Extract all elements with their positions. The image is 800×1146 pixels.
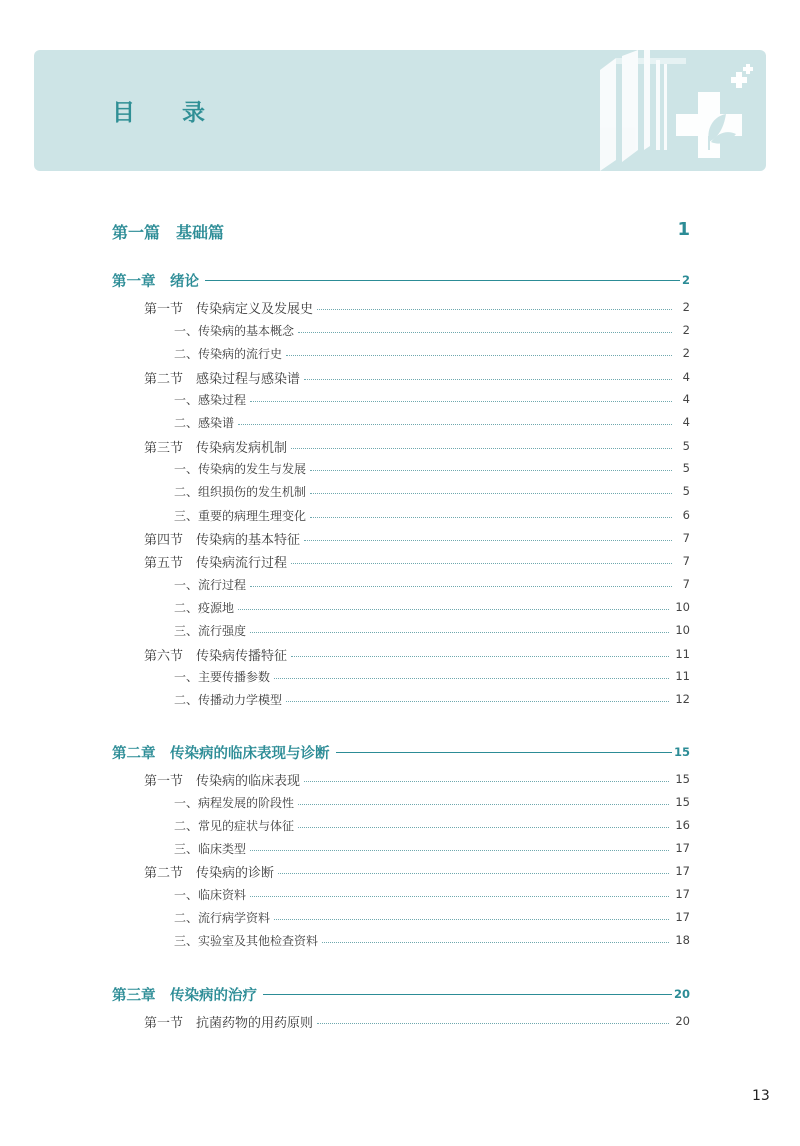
entry-title: 二、流行病学资料 [174, 910, 271, 925]
toc-item[interactable] [174, 413, 690, 431]
entry-page: 5 [682, 461, 690, 475]
entry-title: 第一节 传染病定义及发展史 [144, 301, 314, 317]
dot-leader [278, 873, 669, 874]
dot-leader [298, 804, 669, 805]
entry-title: 一、病程发展的阶段性 [174, 795, 295, 810]
toc-section[interactable] [144, 770, 690, 788]
entry-page: 15 [675, 772, 690, 786]
chapter-heading[interactable] [112, 742, 690, 762]
entry-title: 第一节 传染病的临床表现 [144, 773, 301, 789]
entry-page: 11 [675, 669, 690, 683]
toc-item[interactable] [174, 482, 690, 500]
toc-item[interactable] [174, 839, 690, 857]
dot-leader [310, 493, 672, 494]
dot-leader [304, 781, 669, 782]
entry-page: 2 [682, 323, 690, 337]
entry-page: 6 [682, 508, 690, 522]
chapter-heading[interactable] [112, 270, 690, 290]
dot-leader [298, 332, 672, 333]
dot-leader [238, 609, 669, 610]
entry-page: 4 [682, 415, 690, 429]
part-page: 1 [677, 219, 690, 240]
dot-leader [291, 656, 669, 657]
dot-leader [298, 827, 669, 828]
toc-section[interactable] [144, 1012, 690, 1030]
entry-title: 第二节 传染病的诊断 [144, 865, 275, 881]
entry-title: 二、常见的症状与体征 [174, 818, 295, 833]
entry-page: 10 [675, 600, 690, 614]
entry-title: 第一节 抗菌药物的用药原则 [144, 1015, 314, 1031]
dot-leader [322, 942, 669, 943]
entry-page: 17 [675, 864, 690, 878]
dot-leader [274, 678, 669, 679]
dot-leader [286, 355, 672, 356]
entry-title: 第四节 传染病的基本特征 [144, 532, 301, 548]
entry-page: 15 [675, 795, 690, 809]
toc-item[interactable] [174, 621, 690, 639]
title-banner [34, 50, 766, 171]
entry-title: 第六节 传染病传播特征 [144, 648, 288, 664]
dot-leader [238, 424, 672, 425]
entry-title: 第三节 传染病发病机制 [144, 440, 288, 456]
entry-page: 12 [675, 692, 690, 706]
entry-page: 7 [682, 554, 690, 568]
toc-section[interactable] [144, 529, 690, 547]
dot-leader [317, 1023, 669, 1024]
entry-title: 一、传染病的发生与发展 [174, 461, 307, 476]
entry-page: 5 [682, 439, 690, 453]
toc-item[interactable] [174, 390, 690, 408]
entry-title: 三、流行强度 [174, 623, 247, 638]
entry-title: 一、临床资料 [174, 887, 247, 902]
toc-section[interactable] [144, 298, 690, 316]
toc-section[interactable] [144, 862, 690, 880]
entry-page: 10 [675, 623, 690, 637]
entry-page: 17 [675, 887, 690, 901]
chapter-label: 第二章 传染病的临床表现与诊断 [112, 745, 330, 762]
toc-item[interactable] [174, 816, 690, 834]
entry-title: 一、感染过程 [174, 392, 247, 407]
entry-title: 三、重要的病理生理变化 [174, 508, 307, 523]
page-number: 13 [752, 1088, 770, 1104]
entry-page: 4 [682, 370, 690, 384]
entry-page: 16 [675, 818, 690, 832]
entry-title: 二、传染病的流行史 [174, 346, 283, 361]
toc-item[interactable] [174, 344, 690, 362]
entry-page: 2 [682, 300, 690, 314]
entry-page: 4 [682, 392, 690, 406]
entry-page: 7 [682, 531, 690, 545]
chapter-page: 20 [673, 987, 690, 1001]
toc-item[interactable] [174, 667, 690, 685]
toc-item[interactable] [174, 459, 690, 477]
medical-book-cross-icon [586, 50, 766, 171]
toc-section[interactable] [144, 552, 690, 570]
toc-item[interactable] [174, 690, 690, 708]
entry-page: 18 [675, 933, 690, 947]
dot-leader [310, 470, 672, 471]
toc-item[interactable] [174, 598, 690, 616]
entry-title: 三、临床类型 [174, 841, 247, 856]
entry-title: 二、组织损伤的发生机制 [174, 484, 307, 499]
chapter-page: 15 [673, 745, 690, 759]
dot-leader [317, 309, 672, 310]
entry-page: 11 [675, 647, 690, 661]
toc-item[interactable] [174, 506, 690, 524]
dot-leader [250, 896, 669, 897]
dot-leader [274, 919, 669, 920]
toc-item[interactable] [174, 931, 690, 949]
chapter-heading[interactable] [112, 984, 690, 1004]
dot-leader [250, 401, 672, 402]
entry-page: 17 [675, 841, 690, 855]
entry-page: 17 [675, 910, 690, 924]
entry-title: 第五节 传染病流行过程 [144, 555, 288, 571]
chapter-rule [263, 994, 672, 995]
entry-page: 20 [675, 1014, 690, 1028]
page-title: 目 录 [112, 100, 217, 126]
entry-page: 7 [682, 577, 690, 591]
dot-leader [250, 586, 672, 587]
dot-leader [310, 517, 672, 518]
toc-section[interactable] [144, 368, 690, 386]
entry-title: 二、传播动力学模型 [174, 692, 283, 707]
dot-leader [291, 448, 672, 449]
dot-leader [304, 379, 672, 380]
toc-item[interactable] [174, 321, 690, 339]
toc-item[interactable] [174, 793, 690, 811]
chapter-rule [205, 280, 680, 281]
entry-title: 一、流行过程 [174, 577, 247, 592]
dot-leader [286, 701, 669, 702]
toc-section[interactable] [144, 437, 690, 455]
chapter-rule [336, 752, 672, 753]
dot-leader [250, 632, 669, 633]
entry-title: 一、传染病的基本概念 [174, 323, 295, 338]
dot-leader [250, 850, 669, 851]
entry-title: 一、主要传播参数 [174, 669, 271, 684]
dot-leader [304, 540, 672, 541]
toc-section[interactable] [144, 645, 690, 663]
part-label: 第一篇 基础篇 [112, 223, 225, 242]
toc-item[interactable] [174, 575, 690, 593]
toc-item[interactable] [174, 885, 690, 903]
chapter-label: 第一章 绪论 [112, 273, 199, 290]
toc-item[interactable] [174, 908, 690, 926]
part-heading[interactable] [112, 220, 690, 242]
entry-title: 三、实验室及其他检查资料 [174, 933, 319, 948]
entry-title: 二、感染谱 [174, 415, 235, 430]
chapter-page: 2 [681, 273, 690, 287]
entry-page: 2 [682, 346, 690, 360]
entry-title: 二、疫源地 [174, 600, 235, 615]
chapter-label: 第三章 传染病的治疗 [112, 987, 257, 1004]
dot-leader [291, 563, 672, 564]
entry-title: 第二节 感染过程与感染谱 [144, 371, 301, 387]
entry-page: 5 [682, 484, 690, 498]
